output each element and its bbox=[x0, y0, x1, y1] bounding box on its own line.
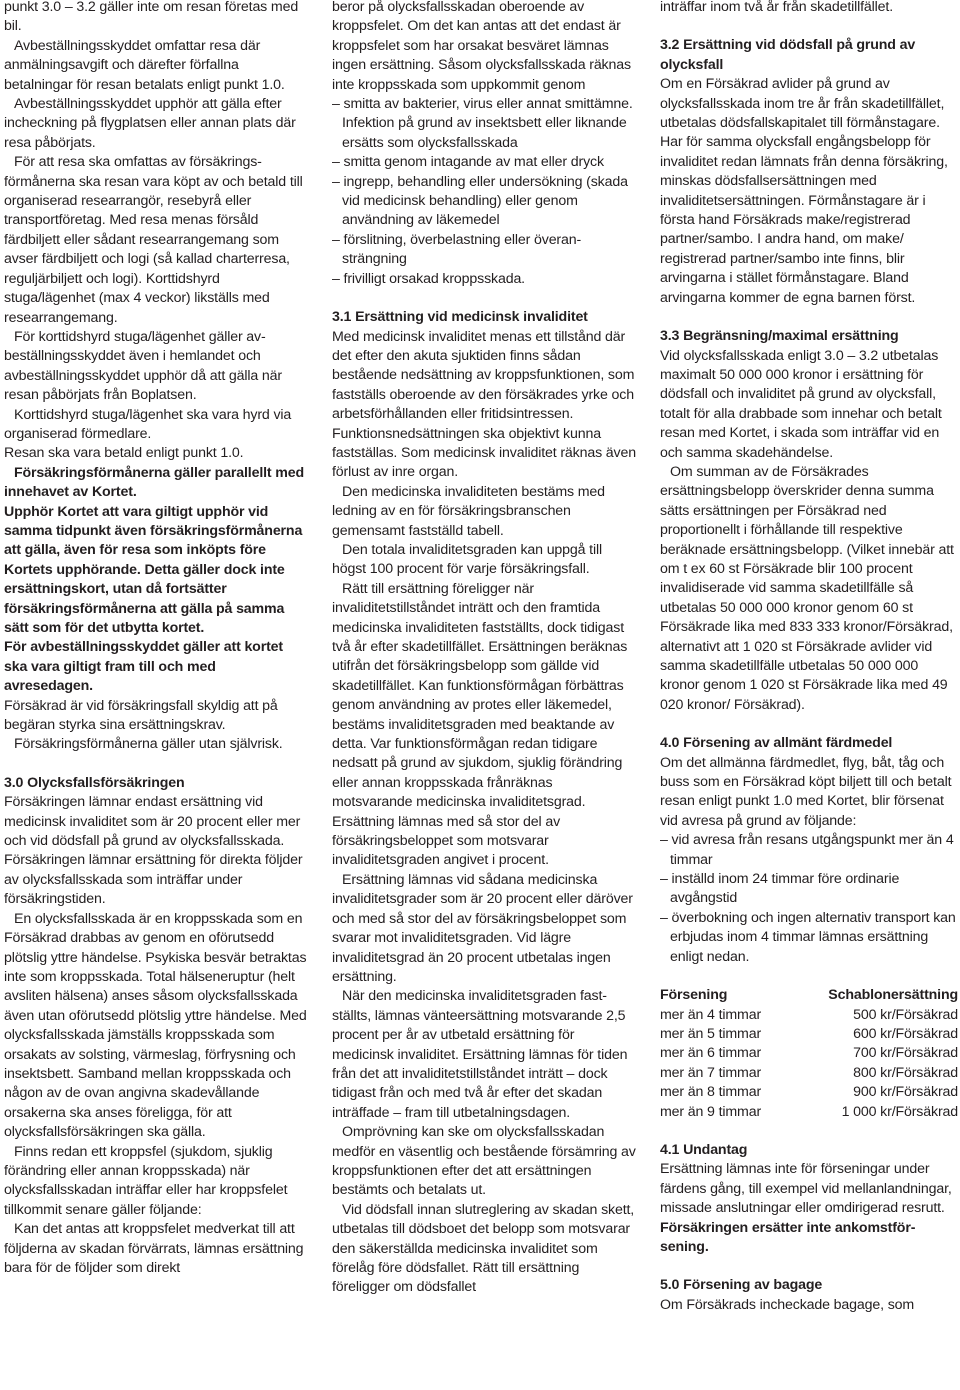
paragraph-spacer bbox=[660, 17, 958, 36]
paragraph: Ersättning lämnas vid sådana medicinska invaliditetsgrader som är 20 procent eller däröver och med så stor del av försäkringsbeloppet som svarar mot invaliditetsgraden. Vid lägre invaliditetsgrad än 20 procent utbetalas ingen ersättning. bbox=[332, 871, 633, 985]
paragraph: Vid olycksfallsskada enligt 3.0 – 3.2 utbetalas maximalt 50 000 000 kronor i ersättning för dödsfall och invaliditet på grund av olycksfall, totalt för alla drabbade som innehar och betalt resan med Kortet, i skada som inträffar vid en och samma skadehändelse. bbox=[660, 347, 942, 461]
paragraph: Ersättning lämnas inte för förseningar under färdens gång, till exempel vid mellanlandningar, missade anslutningar eller omdirigerad resrutt. bbox=[660, 1161, 952, 1217]
paragraph: För avbeställningsskyddet gäller att kortet ska vara giltigt fram till och med avresedagen. bbox=[4, 639, 283, 695]
paragraph: Försäkringsförmånerna gäller parallellt med innehavet av Kortet. bbox=[4, 464, 305, 501]
paragraph: Försäkringen ersätter inte ankomstförsening. bbox=[660, 1219, 916, 1255]
column-3 bbox=[660, 0, 958, 1315]
dash-list-item: – överbokning och ingen alternativ transport kan erbjudas inom 4 timmar lämnas ersättning enligt nedan. bbox=[660, 909, 956, 965]
dash-list-item: – förslitning, överbelastning eller överansträngning bbox=[332, 231, 582, 268]
table-row bbox=[660, 1006, 958, 1025]
section-heading: 3.2 Ersättning vid dödsfall på grund av olycksfall bbox=[660, 37, 916, 73]
delay-duration-cell: mer än 9 timmar bbox=[660, 1103, 762, 1120]
paragraph: Med medicinsk invaliditet menas ett tillstånd där det efter den akuta sjuktiden finns sådan bestående nedsättning av kroppsfunktionen, som fastställs oberoende av den försäkrades yrke och arbetsförhållanden eller fritidsintressen. Funktionsnedsättningen ska objektivt kunna fastställas. Som medicinsk invaliditet räknas även förlust av inre organ. bbox=[332, 328, 636, 481]
table-header-compensation: Schablonersättning bbox=[828, 987, 958, 1004]
delay-compensation-table bbox=[660, 986, 958, 1122]
table-header-row bbox=[660, 986, 958, 1005]
column-2 bbox=[332, 0, 636, 1298]
paragraph: Avbeställningsskyddet omfattar resa där anmälningsavgift och därefter förfallna betalningar för resan betalats enligt punkt 1.0. bbox=[4, 37, 285, 93]
paragraph: Om det allmänna färdmedlet, flyg, båt, tåg och buss som en Försäkrad köpt biljett till och betalt resan enligt punkt 1.0 med Kortet, blir försenat vid avresa på grund av följande: bbox=[660, 754, 952, 829]
paragraph: Omprövning kan ske om olycksfallsskadan medför en väsentlig och bestående försämring av kroppsfunktionen efter det att ersättningen bestämts och betalats ut. bbox=[332, 1124, 636, 1199]
delay-duration-cell: mer än 7 timmar bbox=[660, 1064, 762, 1081]
compensation-cell: 800 kr/Försäkrad bbox=[853, 1064, 958, 1081]
compensation-cell: 1 000 kr/Försäkrad bbox=[841, 1103, 958, 1120]
paragraph: Rätt till ersättning föreligger när invaliditetstillståndet inträtt och den framtida medicinska invaliditeten fastställts, dock tidigast två år efter skadetillfället. Ersättningen beräknas utifrån det försäkringsbelopp som gällde vid skadetillfället. Kan funktionsförmågan förbättras genom användning av protes eller läkemedel, bestäms invaliditetsgraden med beaktande av detta. Var funktionsförmågan redan tidigare nedsatt på grund av sjukdom, sjuklig förändring eller annan kroppsskada frånräknas motsvarande medicinska invaliditetsgrad. Ersättning lämnas med så stor del av försäkringsbeloppet som motsvarar invaliditetsgraden angivet i procent. bbox=[332, 580, 628, 869]
section-heading: 3.1 Ersättning vid medicinsk invaliditet bbox=[332, 309, 588, 326]
delay-duration-cell: mer än 6 timmar bbox=[660, 1045, 762, 1062]
paragraph-spacer bbox=[660, 1257, 958, 1276]
delay-duration-cell: mer än 8 timmar bbox=[660, 1084, 762, 1101]
paragraph-spacer bbox=[332, 289, 636, 308]
paragraph: Den totala invaliditetsgraden kan uppgå till högst 100 procent för varje försäkringsfall. bbox=[332, 541, 602, 578]
dash-list-item: – vid avresa från resans utgångspunkt mer än 4 timmar bbox=[660, 832, 954, 868]
dash-list-item: – smitta av bakterier, virus eller annat smittämne. Infektion på grund av insektsbett eller liknande ersätts som olycksfallsskada bbox=[332, 96, 633, 151]
dash-list-item: – smitta genom intagande av mat eller dryck bbox=[332, 154, 604, 171]
paragraph: Upphör Kortet att vara giltigt upphör vid samma tidpunkt även försäkringsförmånerna att gälla, även för resa som inköpts före Kortets upphörande. Detta gäller dock inte ersättningskort, utan då fortsätter försäkringsförmånerna att gälla på samma sätt som för det utbytta kortet. bbox=[4, 503, 303, 636]
paragraph: Vid dödsfall innan slutreglering av skadan skett, utbetalas till dödsboet det belopp som motsvarar den säkerställda medicinska invaliditet som förelåg före dödsfallet. Rätt till ersättning föreligger om dödsfallet bbox=[332, 1201, 635, 1296]
section-heading: 4.1 Undantag bbox=[660, 1141, 748, 1158]
paragraph-spacer bbox=[660, 1122, 958, 1141]
paragraph-spacer bbox=[660, 715, 958, 734]
compensation-cell: 500 kr/Försäkrad bbox=[853, 1006, 958, 1023]
paragraph: punkt 3.0 – 3.2 gäller inte om resan företas med bil. bbox=[4, 0, 299, 35]
dash-list-item: – inställd inom 24 timmar före ordinarie avgångstid bbox=[660, 871, 900, 907]
delay-duration-cell: mer än 5 timmar bbox=[660, 1025, 762, 1042]
paragraph: När den medicinska invaliditetsgraden fastställts, lämnas vänteersättning motsvarande 2,5 procent per år av utbetald ersättning för medicinsk invaliditet. Ersättning lämnas för tiden från det att invaliditetstillståndet inträtt – dock tidigast från och med två år efter det skadan inträffade – fram till utbetalningsdagen. bbox=[332, 988, 628, 1121]
table-row bbox=[660, 1044, 958, 1063]
dash-list-item: – frivilligt orsakad kroppsskada. bbox=[332, 270, 525, 287]
paragraph: Finns redan ett kroppsfel (sjukdom, sjuklig förändring eller annan kroppsskada) när olycksfallsskadan inträffar eller har kroppsfelet tillkommit senare gäller följande: bbox=[4, 1143, 288, 1218]
paragraph: beror på olycksfallsskadan oberoende av kroppsfelet. Om det kan antas att det endast är kroppsfelet som har orsakat besväret lämnas ingen ersättning. Såsom olycksfallsskada räknas inte kroppsskada som uppkommit genom bbox=[332, 0, 631, 93]
paragraph: För korttidshyrd stuga/lägenhet gäller avbeställningsskyddet även i hemlandet och avbeställningsskyddet upphör då att gälla när resan påbörjats från Boplatsen. bbox=[4, 328, 282, 404]
column-3-top bbox=[660, 0, 958, 986]
compensation-cell: 900 kr/Försäkrad bbox=[853, 1084, 958, 1101]
delay-duration-cell: mer än 4 timmar bbox=[660, 1006, 762, 1023]
column-1 bbox=[4, 0, 308, 1278]
paragraph: För att resa ska omfattas av försäkringsförmånerna ska resan vara köpt av och betald till organiserad researrangör, resebyrå eller transportföretag. Med resa menas försåld färdbiljett eller sådant researrangemang som avser färdbiljett och logi (så kallad charterresa, reguljärbiljett och logi). Korttidshyrd stuga/lägenhet (max 4 veckor) likställs med researrangemang. bbox=[4, 154, 303, 326]
paragraph: Korttidshyrd stuga/lägenhet ska vara hyrd via organiserad förmedlare. bbox=[4, 406, 292, 442]
section-heading: 4.0 Försening av allmänt färdmedel bbox=[660, 735, 893, 752]
table-header-delay: Försening bbox=[660, 987, 728, 1004]
paragraph: Försäkringen lämnar endast ersättning vid medicinsk invaliditet som är 20 procent eller mer och vid dödsfall på grund av olycksfallsskada. Försäkringen lämnar ersättning för direkta följder av olycksfallsskada som inträffar under försäkringstiden. bbox=[4, 794, 303, 908]
paragraph: Försäkrad är vid försäkringsfall skyldig att på begäran styrka sina ersättningskrav. bbox=[4, 697, 278, 734]
section-heading: 3.3 Begränsning/maximal ersättning bbox=[660, 328, 899, 345]
paragraph: En olycksfallsskada är en kroppsskada som en Försäkrad drabbas av genom en oförutsedd plötslig yttre händelse. Psykiska besvär betraktas inte som kroppsskada. Total hälseneruptur (helt avsliten hälsena) anses såsom olycksfallsskada även utan oförutsedd plötslig yttre händelse. Med olycksfallsskada jämställs kroppsskada som orsakats av solsting, värmeslag, förfrysning och insektsbett. Samband mellan kroppsskada och någon av de ovan angivna skadevållande orsakerna ska anses föreligga, för att olycksfallsförsäkringen ska gälla. bbox=[4, 910, 307, 1141]
dash-list-item: – ingrepp, behandling eller undersökning (skada vid medicinsk behandling) eller genom användning av läkemedel bbox=[332, 173, 628, 229]
compensation-cell: 700 kr/Försäkrad bbox=[853, 1045, 958, 1062]
table-row bbox=[660, 1025, 958, 1044]
section-heading: 5.0 Försening av bagage bbox=[660, 1277, 823, 1294]
paragraph: Den medicinska invaliditeten bestäms med ledning av en för försäkringsbranschen gemensamt fastställd tabell. bbox=[332, 483, 605, 539]
paragraph: Om en Försäkrad avlider på grund av olycksfallsskada inom tre år från skadetillfället, utbetalas dödsfallskapitalet till förmånstagare. Har för samma olycksfall engångsbelopp för invaliditet redan lämnats från denna försäkring, minskas dödsfallsersättningen med invaliditetsersättningen. Förmånstagare är i första hand Försäkrads make/registrerad partner/sambo. I andra hand, om make/ registrerad partner/sambo inte finns, blir arvingarna i stället förmånstagare. Bland arvingarna kommer de egna barnen först. bbox=[660, 76, 948, 306]
paragraph: Kan det antas att kroppsfelet medverkat till att följderna av skadan förvärrats, lämnas ersättning bara för de följder som direkt bbox=[4, 1221, 304, 1276]
paragraph: Försäkringsförmånerna gäller utan självrisk. bbox=[14, 736, 283, 753]
paragraph: Resan ska vara betald enligt punkt 1.0. bbox=[4, 445, 244, 462]
paragraph-spacer bbox=[4, 755, 308, 774]
table-row bbox=[660, 1103, 958, 1122]
paragraph-spacer bbox=[660, 967, 958, 986]
section-heading: 3.0 Olycksfallsförsäkringen bbox=[4, 774, 185, 791]
paragraph: Om Försäkrads incheckade bagage, som bbox=[660, 1296, 915, 1313]
table-row bbox=[660, 1064, 958, 1083]
paragraph-spacer bbox=[660, 308, 958, 327]
column-3-bottom bbox=[660, 1122, 958, 1315]
table-row bbox=[660, 1083, 958, 1102]
paragraph: Om summan av de Försäkrades ersättningsbelopp överskrider denna summa sätts ersättningen per Försäkrad ned proportionellt i förhållande till respektive beräknade ersättningsbelopp. (Vilket innebär att om t ex 60 st Försäkrade blir 100 procent invalidiserade vid samma skadetillfälle så utbetalas 50 000 000 kronor genom 60 st Försäkrade lika med 833 333 kronor/Försäkrad, alternativt att 1 020 st Försäkrade avlider vid samma skadetillfälle utbetalas 50 000 000 kronor genom 1 020 st Försäkrade lika med 49 020 kronor/ Försäkrad). bbox=[660, 463, 954, 713]
compensation-cell: 600 kr/Försäkrad bbox=[853, 1025, 958, 1042]
paragraph: Avbeställningsskyddet upphör att gälla efter incheckning på flygplatsen eller annan plats där resa påbörjats. bbox=[4, 96, 296, 151]
paragraph: inträffar inom två år från skadetillfället. bbox=[660, 0, 894, 15]
